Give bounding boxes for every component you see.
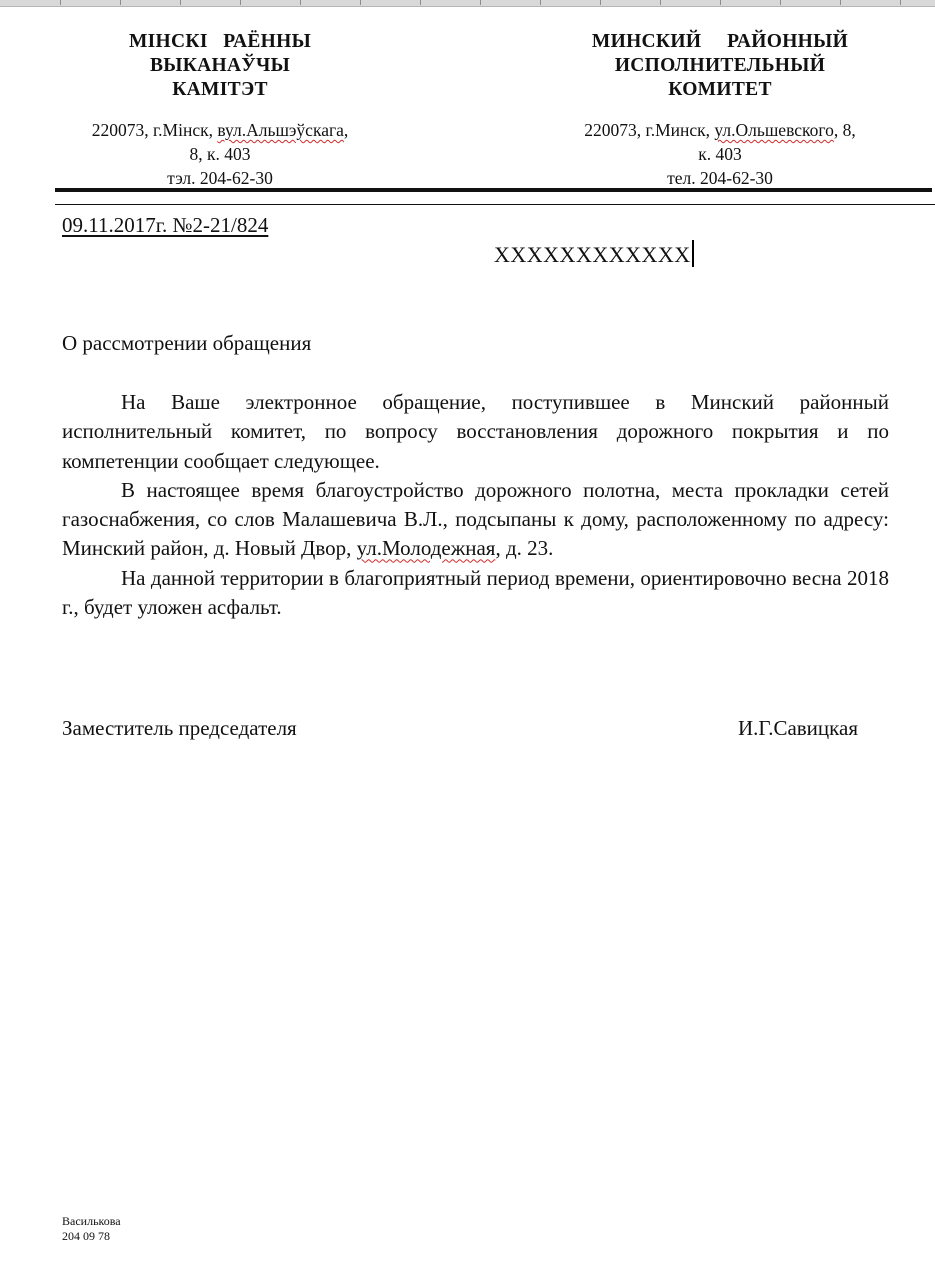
letterhead-divider-thick (55, 188, 932, 192)
body-paragraph (62, 476, 889, 564)
letter-subject: О рассмотрении обращения (62, 331, 312, 355)
document-ruler[interactable] (0, 0, 935, 7)
letterhead-divider-thin (55, 204, 935, 205)
org-name-line: МИНСКИЙ РАЙОННЫЙ (591, 31, 849, 52)
address-line: 8, к. 403 (189, 144, 251, 164)
executor-phone: 204 09 78 (62, 1229, 110, 1243)
ruler-tick (900, 0, 901, 5)
address-line (40, 118, 400, 142)
org-name-line: КОМИТЕТ (668, 79, 772, 100)
paragraph-text: , д. 23. (495, 536, 554, 561)
org-name-line: МІНСКІ РАЁННЫ (128, 31, 312, 52)
ruler-tick (660, 0, 661, 5)
executor-name: Василькова (62, 1214, 121, 1228)
executor-info (62, 1214, 121, 1244)
addressee-text: XXXXXXXXXXXX (494, 242, 691, 267)
street-spelling-flag[interactable]: ул.Ольшевского (714, 120, 834, 140)
ruler-tick (540, 0, 541, 5)
ruler-tick (240, 0, 241, 5)
org-address-russian (540, 118, 900, 190)
phone-line: тэл. 204-62-30 (167, 168, 273, 188)
addressee-field[interactable] (494, 240, 694, 269)
ruler-tick (840, 0, 841, 5)
signatory-role: Заместитель председателя (62, 716, 297, 740)
org-address-belarusian (40, 118, 400, 190)
address-city: 220073, г.Мінск, (91, 120, 218, 140)
registration-number: 09.11.2017г. №2-21/824 (62, 213, 269, 237)
text-cursor (692, 240, 694, 267)
ruler-tick (60, 0, 61, 5)
org-name-line: КАМІТЭТ (172, 79, 268, 100)
ruler-tick (780, 0, 781, 5)
address-line: к. 403 (698, 144, 742, 164)
org-name-line: ИСПОЛНИТЕЛЬНЫЙ (614, 55, 826, 76)
body-paragraph: На Ваше электронное обращение, поступившее в Минский районный исполнительный комитет, по вопросу восстановления дорожного покрытия и по компетенции сообщает следующее. (62, 390, 889, 473)
street-spelling-flag[interactable]: ул.Молодежная (356, 536, 496, 561)
ruler-tick (360, 0, 361, 5)
org-name-line: ВЫКАНАЎЧЫ (149, 55, 291, 76)
address-line (540, 118, 900, 142)
ruler-tick (720, 0, 721, 5)
body-paragraph: На данной территории в благоприятный период времени, ориентировочно весна 2018 г., будет уложен асфальт. (62, 565, 889, 620)
org-name-belarusian (40, 30, 400, 102)
street-spelling-flag[interactable]: вул.Альшэўскага (217, 120, 344, 140)
address-city: 220073, г.Минск, (584, 120, 715, 140)
phone-line: тел. 204-62-30 (667, 168, 773, 188)
ruler-tick (420, 0, 421, 5)
ruler-tick (120, 0, 121, 5)
signatory-name: И.Г.Савицкая (738, 716, 859, 740)
ruler-tick (300, 0, 301, 5)
ruler-tick (180, 0, 181, 5)
letterhead-russian (540, 30, 900, 190)
letterhead-belarusian (40, 30, 400, 190)
address-separator: , (343, 120, 349, 140)
paragraph-text: В настоящее время благоустройство дорожного полотна, места прокладки сетей газоснабжения, со слов Малашевича В.Л., подсыпаны к дому, расположенному по адресу: Минский район, д. Новый Двор, (62, 477, 889, 561)
letter-body[interactable] (62, 388, 889, 622)
address-separator: , 8, (833, 120, 856, 140)
ruler-tick (600, 0, 601, 5)
org-name-russian (540, 30, 900, 102)
ruler-tick (480, 0, 481, 5)
